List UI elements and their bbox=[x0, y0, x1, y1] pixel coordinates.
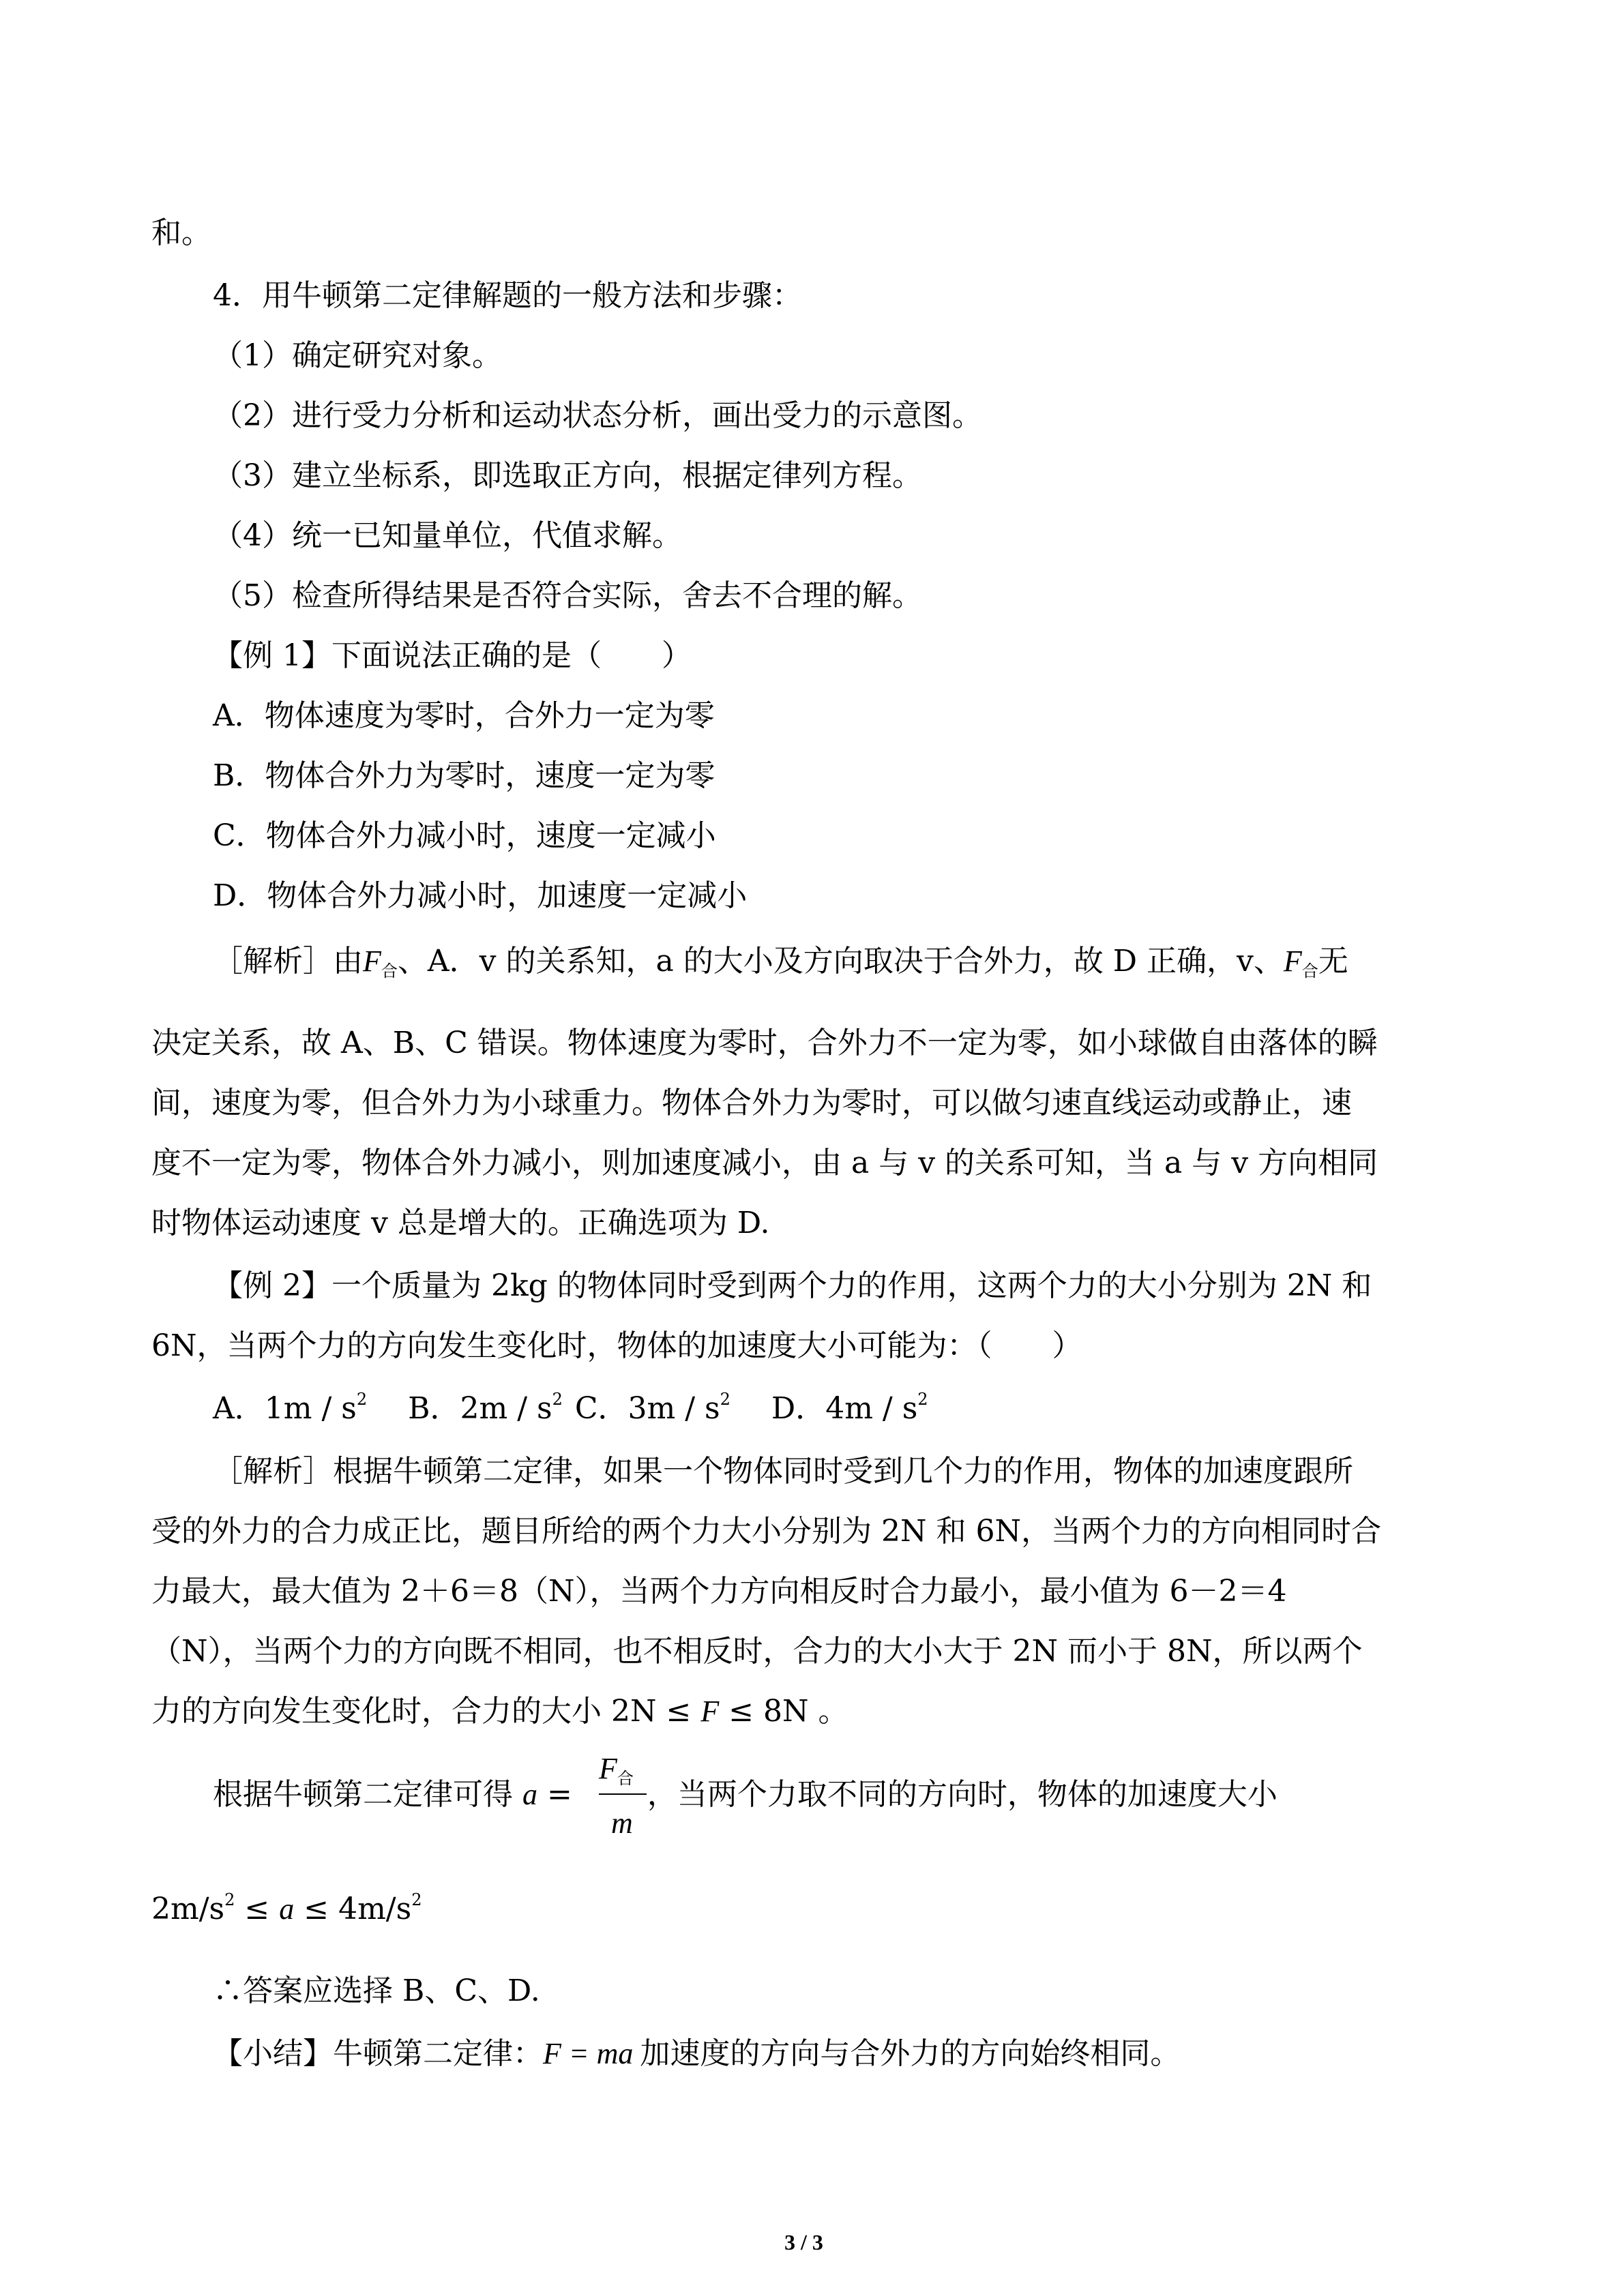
example-2-options bbox=[213, 1391, 928, 1424]
example-1-question: 【例 1】下面说法正确的是（ ） bbox=[213, 638, 692, 673]
analysis-2-line: 力最大，最大值为 2＋6＝8（N），当两个力方向相反时合力最小，最小值为 6－2＝4 bbox=[151, 1574, 1287, 1609]
example-2-question: 6N，当两个力的方向发生变化时，物体的加速度大小可能为：（ ） bbox=[151, 1328, 1082, 1363]
step-item: （5）检查所得结果是否符合实际，舍去不合理的解。 bbox=[213, 578, 922, 613]
analysis-1-line: 间，速度为零，但合外力为小球重力。物体合外力为零时，可以做匀速直线运动或静止，速 bbox=[151, 1086, 1352, 1120]
fraction-bar bbox=[599, 1793, 647, 1795]
step-item: （2）进行受力分析和运动状态分析，画出受力的示意图。 bbox=[213, 398, 982, 433]
option-c: C．$3m / s^2$ bbox=[574, 1390, 730, 1426]
option-a: A．物体速度为零时，合外力一定为零 bbox=[213, 698, 715, 733]
example-2-question: 【例 2】一个质量为 2kg 的物体同时受到两个力的作用，这两个力的大小分别为 2N 和 bbox=[213, 1268, 1372, 1303]
section-heading: 4．用牛顿第二定律解题的一般方法和步骤： bbox=[213, 278, 802, 313]
option-c: C．物体合外力减小时，速度一定减小 bbox=[213, 818, 716, 853]
step-item: （3）建立坐标系，即选取正方向，根据定律列方程。 bbox=[213, 458, 922, 493]
force-symbol: F bbox=[363, 944, 381, 978]
analysis-1-line: 决定关系，故 A、B、C 错误。物体速度为零时，合外力不一定为零，如小球做自由落体的瞬 bbox=[151, 1026, 1378, 1060]
analysis-2-line: 力的方向发生变化时，合力的大小 2N ≤ F ≤ 8N 。 bbox=[151, 1694, 848, 1729]
analysis-1-line: 度不一定为零，物体合外力减小，则加速度减小，由 a 与 v 的关系可知，当 a 与 v 方向相同 bbox=[151, 1146, 1378, 1180]
summary-line: 【小结】牛顿第二定律：F = ma 加速度的方向与合外力的方向始终相同。 bbox=[213, 2036, 1181, 2071]
option-d: D．物体合外力减小时，加速度一定减小 bbox=[213, 878, 748, 913]
answer-line: ∴答案应选择 B、C、D. bbox=[213, 1973, 540, 2008]
formula-line: 根据牛顿第二定律可得 a = ，当两个力取不同的方向时，物体的加速度大小 bbox=[213, 1777, 1278, 1812]
option-d: D．$4m / s^2$ bbox=[771, 1390, 928, 1426]
page-number: 3 / 3 bbox=[784, 2230, 823, 2254]
analysis-1-line: ［解析］由$F_合$、A．v 的关系知，a 的大小及方向取决于合外力，故 D 正确，v、$F_合$无 bbox=[213, 944, 1348, 981]
step-item: （1）确定研究对象。 bbox=[213, 338, 502, 373]
analysis-2-line: 受的外力的合力成正比，题目所给的两个力大小分别为 2N 和 6N，当两个力的方向相同时合 bbox=[151, 1514, 1381, 1549]
analysis-2-line: （N），当两个力的方向既不相同，也不相反时，合力的大小大于 2N 而小于 8N，所以两个 bbox=[151, 1634, 1363, 1669]
force-symbol: F bbox=[1283, 944, 1302, 978]
analysis-2-line: ［解析］根据牛顿第二定律，如果一个物体同时受到几个力的作用，物体的加速度跟所 bbox=[213, 1454, 1353, 1489]
option-b: B．物体合外力为零时，速度一定为零 bbox=[213, 758, 715, 793]
option-b: B．$2m / s^2$ bbox=[408, 1390, 563, 1426]
step-item: （4）统一已知量单位，代值求解。 bbox=[213, 518, 682, 553]
document-page: 和。 4．用牛顿第二定律解题的一般方法和步骤： （1）确定研究对象。 （2）进行受力分析和运动状态分析，画出受力的示意图。 （3）建立坐标系，即选取正方向，根据定律列方程。 （4）统一已知量单位，代值求解。 （5）检查所得结果是否符合实际，舍去不合理的解。 【例 1】下面说法正确的是（ ） A．物体速度为零时，合外力一定为零 B．物体合外力为零时，速度一定为零 C．物体合外力减小时，速度一定减小 D．物体合外力减小时，加速度一定减小 ［解析］由$F_合$、A．v 的关系知，a 的大小及方向取决于合外力，故 D 正确，v、$F_合$无 决定关系，故 A、B、C 错误。物体速度为零时，合外力不一定为零，如小球做自由落体的瞬 间，速度为零，但合外力为小球重力。物体合外力为零时，可以做匀速直线运动或静止，速 度不一定为零，物体合外力减小，则加速度减小，由 a 与 v 的关系可知，当 a 与 v 方向相同 时物体运动速度 v 总是增大的。正确选项为 D. 【例 2】一个质量为 2kg 的物体同时受到两个力的作用，这两个力的大小分别为 2N 和 6N，当两个力的方向发生变化时，物体的加速度大小可能为：（ ） A．$1m / s^2$ B．$2m / s^2$ C．$3m / s^2$ D．$4m / s^2$ ［解析］根据牛顿第二定律，如果一个物体同时受到几个力的作用，物体的加速度跟所 受的外力的合力成正比，题目所给的两个力大小分别为 2N 和 6N，当两个力的方向相同时合 力最大，最大值为 2＋6＝8（N），当两个力方向相反时合力最小，最小值为 6－2＝4 （N），当两个力的方向既不相同，也不相反时，合力的大小大于 2N 而小于 8N，所以两个 力的方向发生变化时，合力的大小 2N ≤ F ≤ 8N 。 根据牛顿第二定律可得 a = ，当两个力取不同的方向时，物体的加速度大小 $F_合$ m $2m/s^2 \le a \le 4m/s^2$ ∴答案应选择 B、C、D. 【小结】牛顿第二定律：F = ma 加速度的方向与合外力的方向始终相同。 3 / 3 bbox=[0, 0, 1624, 2296]
option-a: A．$1m / s^2$ bbox=[213, 1390, 368, 1426]
inequality-line: $2m/s^2 \le a \le 4m/s^2$ bbox=[151, 1890, 422, 1926]
text-line: 和。 bbox=[151, 215, 211, 250]
analysis-1-line: 时物体运动速度 v 总是增大的。正确选项为 D. bbox=[151, 1206, 770, 1240]
